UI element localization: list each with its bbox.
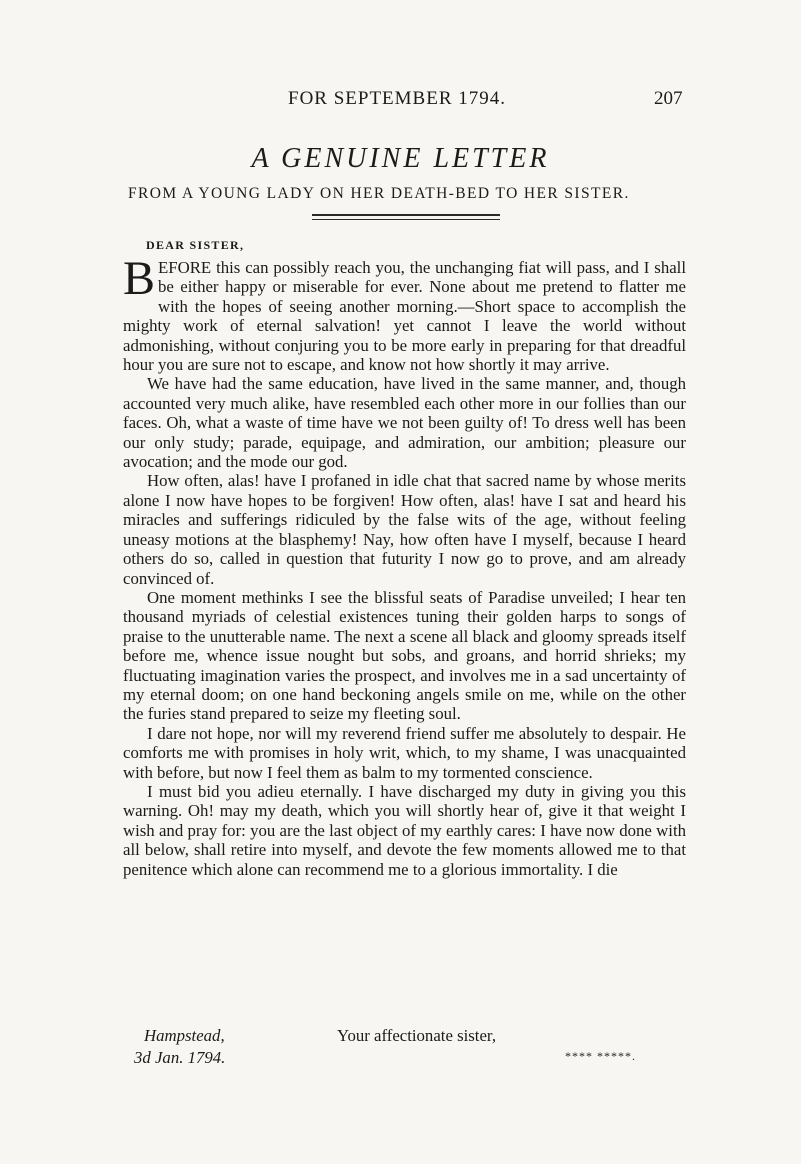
article-subtitle: FROM A YOUNG LADY ON HER DEATH-BED TO HER SISTER.	[128, 185, 630, 202]
place: Hampstead,	[144, 1026, 225, 1045]
paragraph: One moment methinks I see the blissful seats of Paradise unveiled; I hear ten thousand myriads of celestial existences tuning their golden harps to songs of praise to the unutterable name. The next a scene all black and gloomy spreads itself before me, whence issue nought but sobs, and groans, and horrid shrieks; my fluctuating imagination varies the prospect, and involves me in a sad uncertainty of my eternal doom; on one hand beckoning angels smile on me, while on the other the furies stand prepared to seize my fleeting soul.	[123, 587, 686, 724]
paragraph: We have had the same education, have lived in the same manner, and, though accounted very much alike, have resembled each other more in our follies than our faces. Oh, what a waste of time have we not been guilty of! To dress well has been our only study; parade, equipage, and admiration, our ambition; pleasure our avocation; and the mode our god.	[123, 374, 686, 472]
article-title: A GENUINE LETTER	[251, 143, 550, 174]
valediction: Your affectionate sister,	[337, 1026, 497, 1045]
date: 3d Jan. 1794.	[134, 1048, 226, 1067]
page-number: 207	[654, 88, 683, 109]
letter-body	[123, 252, 686, 879]
paragraph	[123, 252, 686, 375]
running-title: FOR SEPTEMBER 1794.	[288, 88, 507, 109]
paragraph-text: EFORE this can possibly reach you, the unchanging fiat will pass, and I shall be either happy or miserable for ever. None about me pretend to flatter me with the hopes of seeing another morning.—Short space to accomplish the mighty work of eternal salvation! yet cannot I leave the world without admonishing, without conjuring you to be more early in preparing for that dreadful hour you are sure not to escape, and know not how shortly it may arrive.	[123, 258, 686, 375]
salutation: DEAR SISTER,	[146, 238, 245, 252]
paragraph: I dare not hope, nor will my reverend friend suffer me absolutely to despair. He comforts me with promises in holy writ, which, to my shame, I was unacquainted with before, but now I feel them as balm to my tormented conscience.	[123, 723, 686, 782]
paragraph: How often, alas! have I profaned in idle chat that sacred name by whose merits alone I now have hopes to be forgiven! How often, alas! have I sat and heard his miracles and sufferings ridiculed by the false wits of the age, without feeling uneasy motions at the blasphemy! Nay, how often have I myself, because I heard others do so, called in question that futurity I now go to prove, and am already convinced of.	[123, 471, 686, 588]
title-rule	[312, 214, 500, 220]
paragraph: I must bid you adieu eternally. I have discharged my duty in giving you this warning. Oh! may my death, which you will shortly hear of, give it that weight I wish and pray for: you are the last object of my earthly cares: I have now done with all below, shall retire into myself, and devote the few moments allowed me to that penitence which alone can recommend me to a glorious immortality. I die	[123, 781, 686, 879]
letter-closing	[0, 1026, 801, 1086]
signature: **** *****.	[565, 1049, 636, 1063]
drop-cap: B	[123, 252, 156, 305]
running-head	[0, 88, 801, 112]
